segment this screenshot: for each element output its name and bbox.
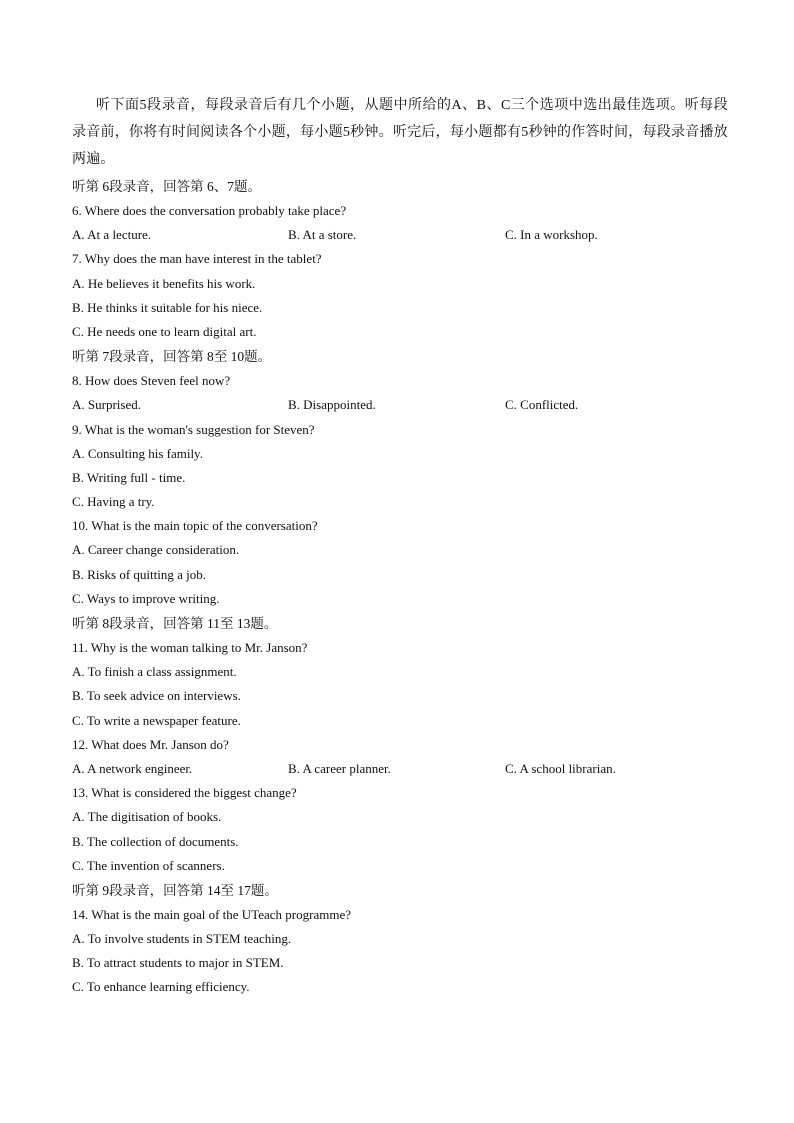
option-c: C. The invention of scanners. <box>72 857 225 873</box>
option-b: B. The collection of documents. <box>72 833 239 849</box>
option-c: C. Conflicted. <box>505 397 579 413</box>
section-heading-8: 听第 8段录音，回答第 11至 13题。 <box>72 616 278 631</box>
option-a: A. A network engineer. <box>72 760 193 776</box>
option-b: B. Risks of quitting a job. <box>72 566 206 582</box>
option-b: B. Disappointed. <box>288 397 376 413</box>
option-a: A. He believes it benefits his work. <box>72 275 256 291</box>
question-12-options <box>72 757 728 781</box>
question-6-stem: 6. Where does the conversation probably take place? <box>72 203 347 218</box>
option-a: A. Career change consideration. <box>72 542 240 558</box>
option-a: A. At a lecture. <box>72 227 152 243</box>
option-c: C. In a workshop. <box>505 227 598 243</box>
question-8-options <box>72 393 728 417</box>
listening-instructions: 听下面5段录音，每段录音后有几个小题，从题中所给的A、B、C三个选项中选出最佳选项。听每段录音前，你将有时间阅读各个小题，每小题5秒钟。听完后，每小题都有5秒钟的作答时间，每段录音播放两遍。 <box>72 98 728 167</box>
option-a: A. Surprised. <box>72 397 141 413</box>
question-9-stem: 9. What is the woman's suggestion for Steven? <box>72 421 315 437</box>
option-a: A. To finish a class assignment. <box>72 664 237 680</box>
question-13-stem: 13. What is considered the biggest change? <box>72 785 297 801</box>
option-c: C. Having a try. <box>72 494 155 510</box>
question-14-stem: 14. What is the main goal of the UTeach programme? <box>72 906 351 922</box>
option-b: B. He thinks it suitable for his niece. <box>72 299 263 315</box>
question-10-stem: 10. What is the main topic of the conversation? <box>72 518 318 534</box>
section-heading-6: 听第 6段录音，回答第 6、7题。 <box>72 179 261 194</box>
option-c: C. To write a newspaper feature. <box>72 712 241 728</box>
section-heading-7: 听第 7段录音，回答第 8至 10题。 <box>72 349 272 365</box>
option-a: A. To involve students in STEM teaching. <box>72 931 292 947</box>
option-b: B. At a store. <box>288 227 357 243</box>
question-7-stem: 7. Why does the man have interest in the tablet? <box>72 251 322 267</box>
option-b: B. To seek advice on interviews. <box>72 688 241 704</box>
exam-page <box>72 92 728 1000</box>
section-heading-9: 听第 9段录音，回答第 14至 17题。 <box>72 882 278 898</box>
option-a: A. Consulting his family. <box>72 445 203 461</box>
option-c: C. A school librarian. <box>505 760 616 776</box>
option-c: C. To enhance learning efficiency. <box>72 979 250 995</box>
option-a: A. The digitisation of books. <box>72 809 222 825</box>
option-c: C. He needs one to learn digital art. <box>72 323 257 339</box>
question-6-options <box>72 223 728 247</box>
option-b: B. Writing full - time. <box>72 469 186 485</box>
question-8-stem: 8. How does Steven feel now? <box>72 373 231 389</box>
option-c: C. Ways to improve writing. <box>72 590 220 606</box>
option-b: B. To attract students to major in STEM. <box>72 955 284 971</box>
question-12-stem: 12. What does Mr. Janson do? <box>72 736 229 752</box>
option-b: B. A career planner. <box>288 760 391 776</box>
question-11-stem: 11. Why is the woman talking to Mr. Janson? <box>72 640 308 655</box>
